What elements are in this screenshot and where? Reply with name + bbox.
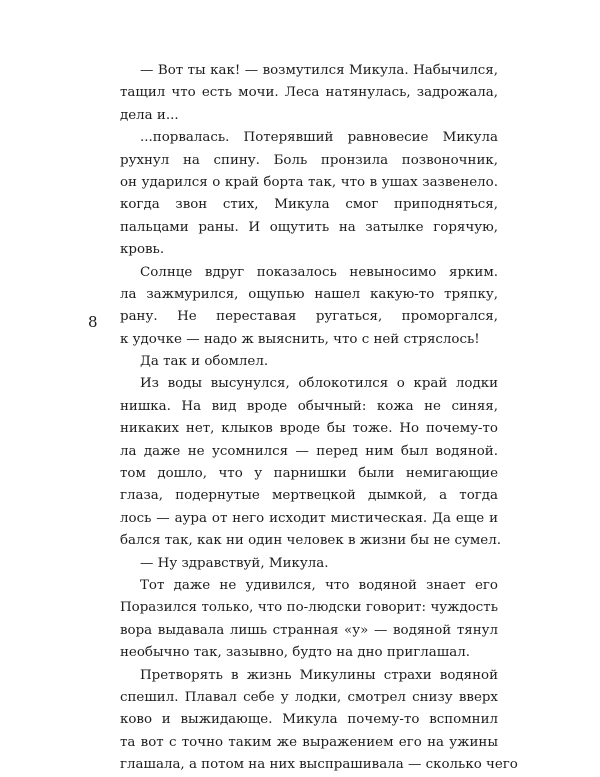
paragraph — [120, 373, 501, 552]
paragraph — [120, 553, 498, 575]
body-text — [120, 60, 518, 777]
text-line: лось — аура от него исходит мистическая. Да еще и — [120, 510, 498, 526]
paragraph — [120, 665, 518, 777]
paragraph — [120, 127, 498, 261]
text-line: никаких нет, клыков вроде бы тоже. Но почему-то — [120, 421, 498, 437]
text-line: пальцами раны. И ощутить на затылке горячую, — [120, 219, 498, 235]
text-line: рухнул на спину. Боль пронзила позвоночник, — [120, 152, 498, 168]
paragraph — [120, 262, 498, 352]
paragraph — [120, 351, 498, 373]
paragraph — [120, 575, 498, 665]
text-line: тащил что есть мочи. Леса натянулась, задрожала, — [120, 85, 498, 101]
text-line: когда звон стих, Микула смог приподняться, — [120, 197, 498, 213]
text-line: том дошло, что у парнишки были немигающие — [120, 466, 498, 482]
text-line: бался так, как ни один человек в жизни бы не сумел. — [120, 533, 501, 549]
text-line: Поразился только, что по-людски говорит: чуждость — [120, 600, 498, 616]
text-line: — Вот ты как! — возмутился Микула. Набычился, — [140, 63, 498, 78]
text-line: глаза, подернутые мертвецкой дымкой, а тогда — [120, 488, 498, 504]
text-line: Претворять в жизнь Микулины страхи водяной — [140, 667, 498, 683]
text-line: ла зажмурился, ощупью нашел какую-то тряпку, — [120, 286, 498, 302]
text-line: ково и выжидающе. Микула почему-то вспомнил — [120, 712, 498, 728]
paragraph — [120, 60, 498, 127]
text-line: глашала, а потом на них выспрашивала — сколько чего — [120, 757, 518, 773]
text-line: рану. Не переставая ругаться, проморгался, — [120, 309, 498, 325]
text-line: необычно так, зазывно, будто на дно приглашал. — [120, 645, 470, 661]
text-line: он ударился о край борта так, что в ушах зазвенело. — [120, 174, 498, 190]
text-line: Из воды высунулся, облокотился о край лодки — [140, 376, 498, 392]
text-line: ла даже не усомнился — перед ним был водяной. — [120, 443, 498, 459]
text-line: Солнце вдруг показалось невыносимо ярким. — [140, 264, 498, 280]
text-line: дела и... — [120, 107, 179, 123]
text-line: та вот с точно таким же выражением его на ужины — [120, 734, 498, 750]
text-line: ...порвалась. Потерявший равновесие Микула — [140, 130, 498, 146]
text-line: Да так и обомлел. — [140, 354, 269, 370]
text-line: — Ну здравствуй, Микула. — [140, 555, 329, 571]
text-line: кровь. — [120, 242, 165, 258]
text-line: к удочке — надо ж выяснить, что с ней стряслось! — [120, 331, 480, 347]
text-line: Тот даже не удивился, что водяной знает его — [140, 577, 498, 593]
page-number: 8 — [88, 313, 98, 331]
text-line: вора выдавала лишь странная «у» — водяной тянул — [120, 622, 498, 638]
text-line: нишка. На вид вроде обычный: кожа не синяя, — [120, 398, 498, 414]
text-line: спешил. Плавал себе у лодки, смотрел снизу вверх — [120, 689, 498, 705]
